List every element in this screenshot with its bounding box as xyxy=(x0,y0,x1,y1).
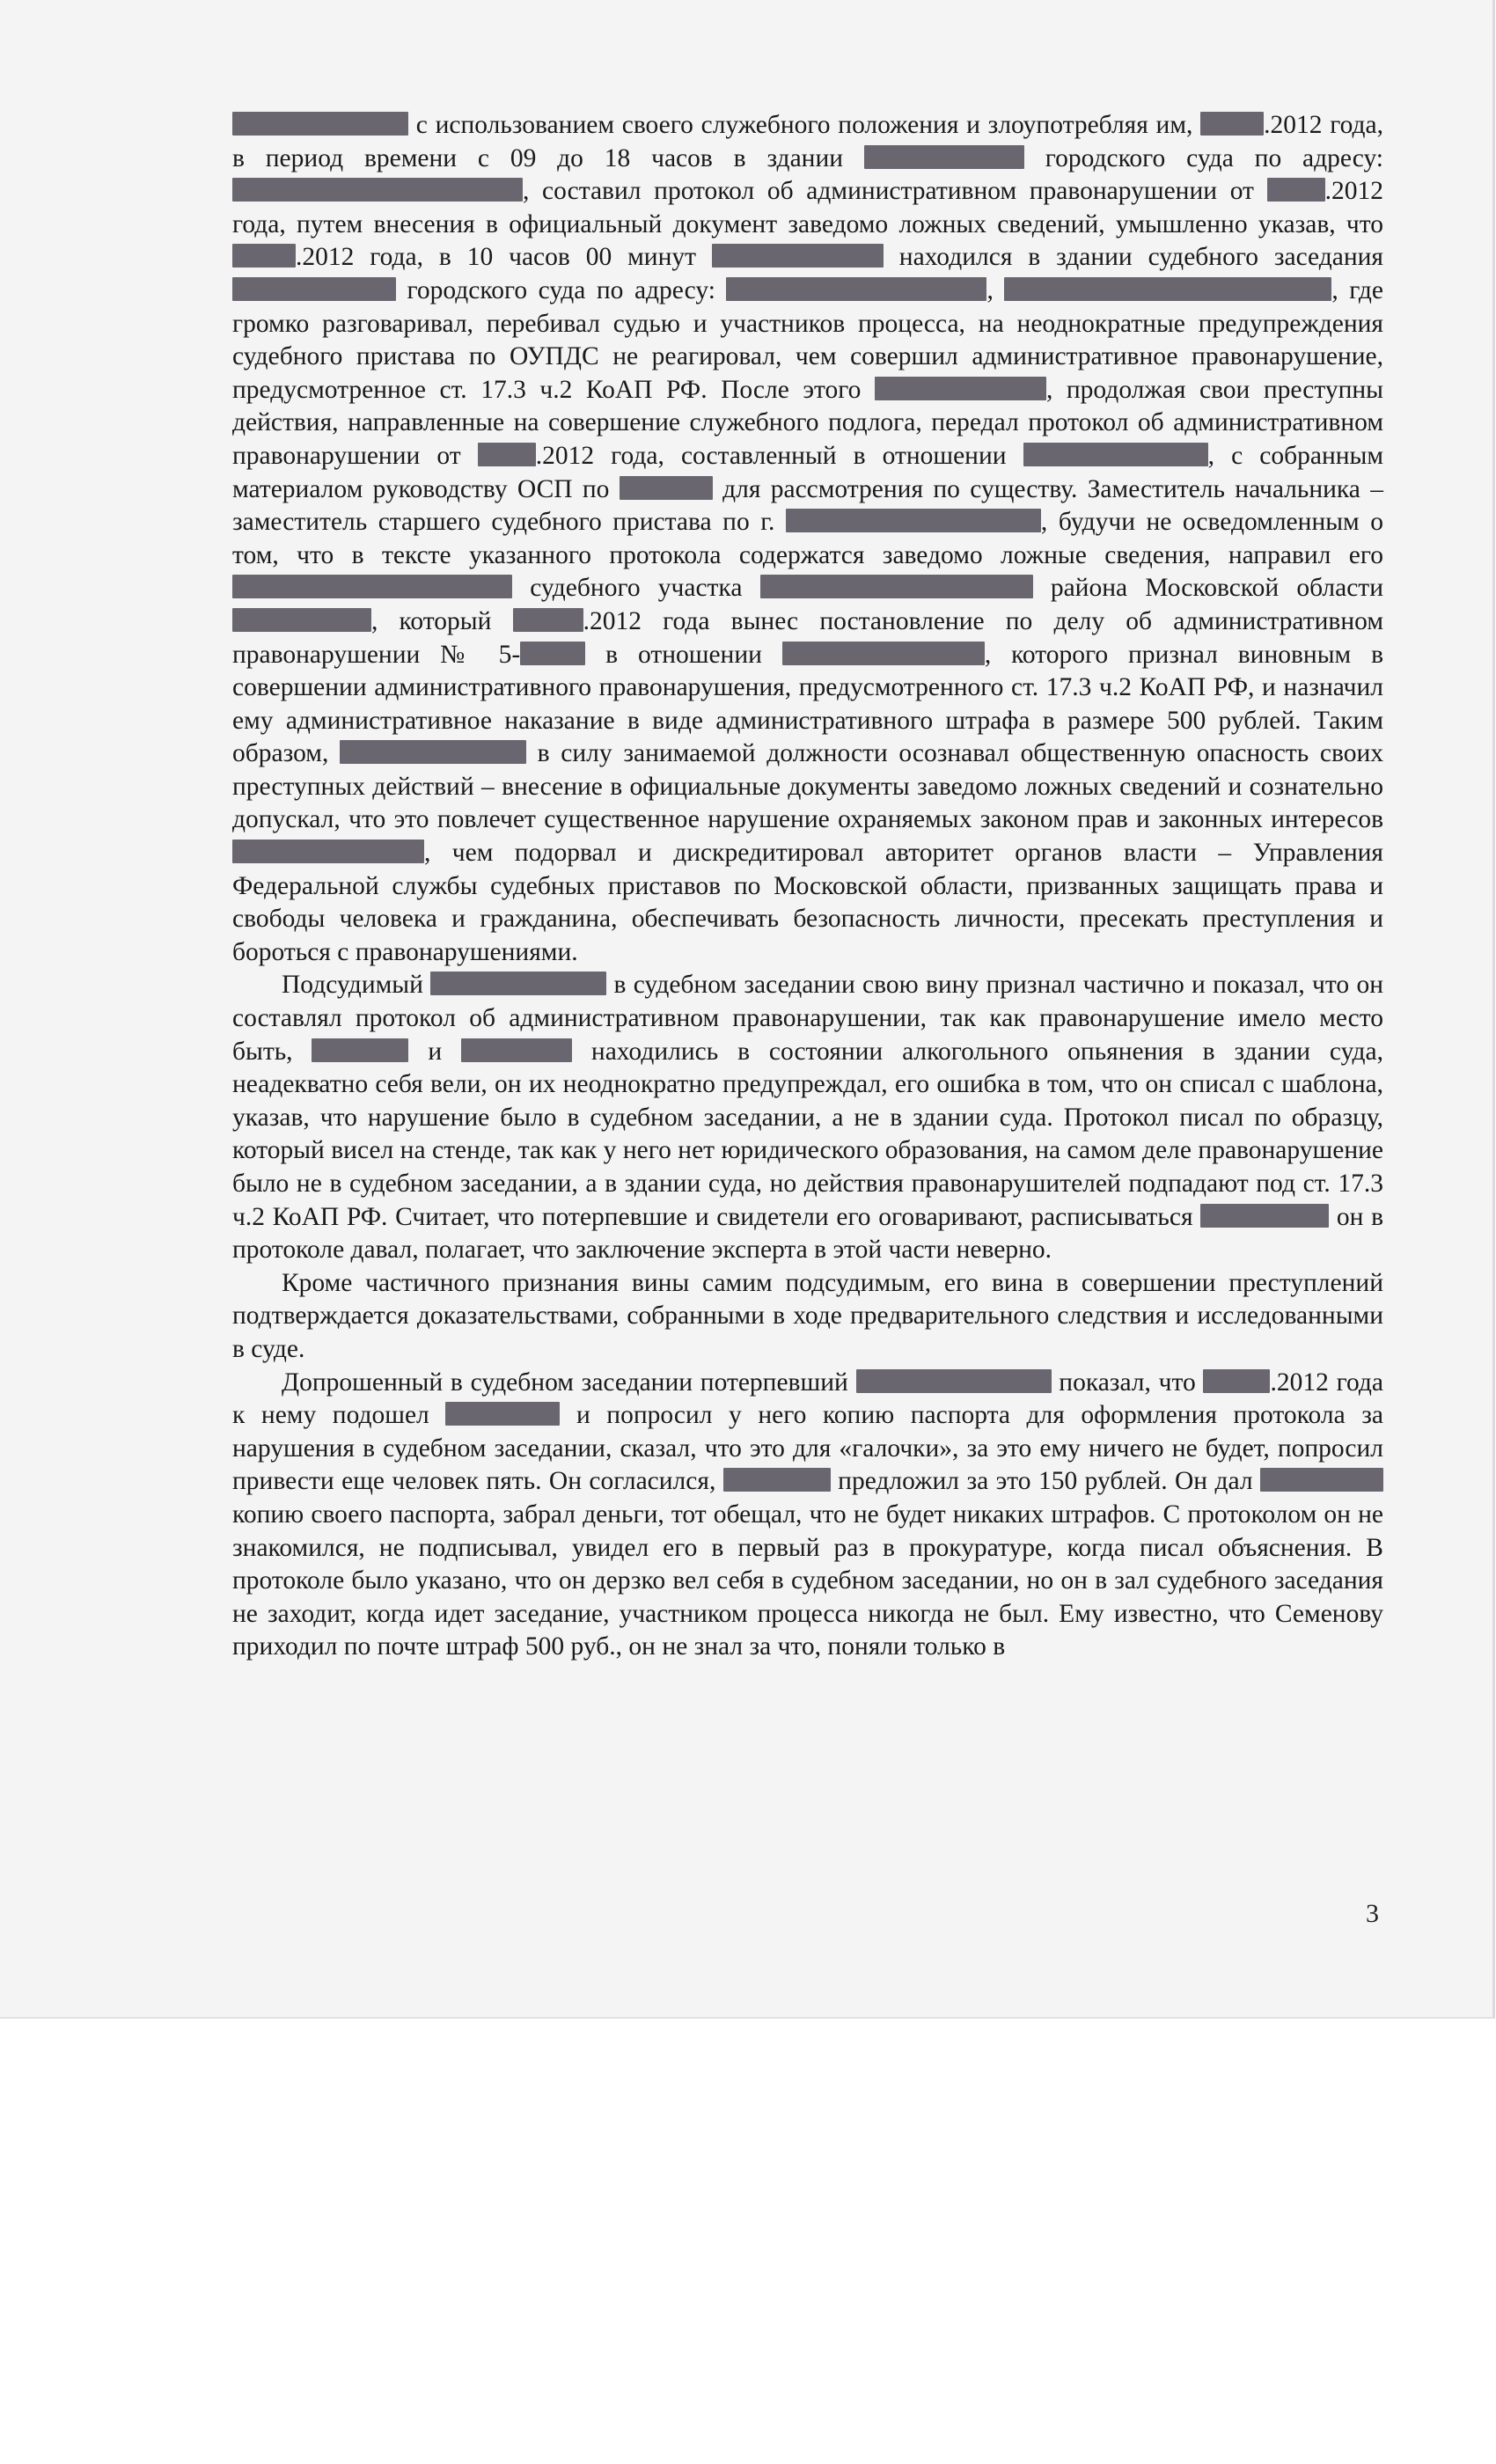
redaction-block xyxy=(786,509,1041,532)
text-run: судебного участка xyxy=(512,574,760,603)
text-run: , с собранным материалом руководству ОСП по xyxy=(232,441,1384,503)
text-run: находились в состоянии алкогольного опьянения в здании суда, неадекватно себя вели, он их неоднократно предупреждал, его ошибка в том, что он списал с шаблона, указав, что нарушение было в судебном заседании, а не в здании суда. Протокол писал по образцу, который висел на стенде, так как у него нет юридического образования, на самом деле правонарушение было не в судебном заседании, а в здании суда, но действия правонарушителей подпадают под ст. 17.3 ч.2 КоАП РФ. Считает, что потерпевшие и свидетели его оговаривают, расписываться xyxy=(232,1037,1383,1231)
redaction-block xyxy=(1004,277,1331,301)
text-run: в отношении xyxy=(585,640,782,669)
text-run: .2012 года, путем внесения в официальный документ заведомо ложных сведений, умышленно указав, что xyxy=(232,177,1383,238)
redaction-block xyxy=(232,112,408,136)
redaction-block xyxy=(461,1038,572,1062)
redaction-block xyxy=(875,377,1046,400)
redaction-block xyxy=(760,575,1033,598)
text-run: в судебном заседании свою вину признал частично и показал, что он составлял протокол об административном правонарушении, так как правонарушение имело место быть, xyxy=(232,971,1383,1066)
redaction-block xyxy=(782,642,985,665)
text-run: .2012 года, в период времени с 09 до 18 часов в здании xyxy=(232,111,1384,172)
text-run: с использованием своего служебного положения и злоупотребляя им, xyxy=(408,111,1201,139)
text-run: и xyxy=(408,1037,462,1066)
text-run: предложил за это 150 рублей. Он дал xyxy=(830,1467,1261,1496)
redaction-block xyxy=(1267,178,1325,202)
text-run: , продолжая свои преступны действия, направленные на совершение служебного подлога, передал протокол об административном правонарушении от xyxy=(232,375,1383,470)
redaction-block xyxy=(232,244,296,268)
text-run: Допрошенный в судебном заседании потерпевший xyxy=(282,1368,856,1397)
redaction-block xyxy=(712,244,884,268)
redaction-block xyxy=(723,1468,831,1492)
redaction-block xyxy=(726,277,986,301)
redaction-block xyxy=(232,575,512,598)
page-number: 3 xyxy=(1366,1899,1379,1928)
redaction-block xyxy=(430,972,606,995)
redaction-block xyxy=(232,608,371,632)
text-run: Кроме частичного признания вины самим подсудимым, его вина в совершении преступлений подтверждается доказательствами, собранными в ходе предварительного следствия и исследованными в суде. xyxy=(232,1268,1383,1363)
paragraph xyxy=(232,1367,1383,1664)
paragraph xyxy=(232,109,1383,969)
text-run: , которого признал виновным в совершении административного правонарушения, предусмотренного ст. 17.3 ч.2 КоАП РФ, и назначил ему административное наказание в виде административного штрафа в размере 500 рублей. Таким образом, xyxy=(232,640,1384,768)
paragraph xyxy=(232,969,1383,1266)
text-run: , чем подорвал и дискредитировал авторитет органов власти – Управления Федеральной службы судебных приставов по Московской области, призванных защищать права и свободы человека и гражданина, обеспечивать безопасность личности, пресекать преступления и бороться с правонарушениями. xyxy=(232,839,1383,966)
text-run: копию своего паспорта, забрал деньги, тот обещал, что не будет никаких штрафов. С протоколом он не знакомился, не подписывал, увидел его в первый раз в прокуратуре, когда писал объяснения. В протоколе было указано, что он дерзко вел себя в судебном заседании, но он в зал судебного заседания не заходит, когда идет заседание, участником процесса никогда не был. Ему известно, что Семенову приходил по почте штраф 500 руб., он не знал за что, поняли только в xyxy=(232,1500,1383,1661)
blank-area xyxy=(0,2019,1496,2464)
text-run: .2012 года вынес постановление по делу об административном правонарушении № 5- xyxy=(232,606,1384,669)
redaction-block xyxy=(232,840,424,863)
text-run: и попросил у него копию паспорта для оформления протокола за нарушения в судебном заседании, сказал, что это для «галочки», за это ему ничего не будет, попросил привести еще человек пять. Он согласился, xyxy=(232,1401,1384,1496)
text-run: , xyxy=(986,275,1005,304)
text-run: Подсудимый xyxy=(282,971,431,1000)
document-body xyxy=(232,109,1383,1664)
text-run: , где громко разговаривал, перебивал судью и участников процесса, на неоднократные предупреждения судебного пристава по ОУПДС не реагировал, чем совершил административное правонарушение, предусмотренное ст. 17.3 ч.2 КоАП РФ. После этого xyxy=(232,275,1384,404)
text-run: показал, что xyxy=(1051,1368,1204,1397)
redaction-block xyxy=(232,178,523,202)
text-run: городского суда по адресу: xyxy=(396,275,727,304)
redaction-block xyxy=(232,277,396,301)
redaction-block xyxy=(1260,1468,1383,1492)
text-run: района Московской области xyxy=(1032,574,1383,603)
redaction-block xyxy=(856,1369,1052,1393)
redaction-block xyxy=(864,145,1024,169)
redaction-block xyxy=(1200,112,1264,136)
redaction-block xyxy=(620,476,713,500)
text-run: для рассмотрения по существу. Заместитель начальника – заместитель старшего судебного пристава по г. xyxy=(232,474,1383,537)
text-run: , составил протокол об административном правонарушении от xyxy=(523,177,1267,206)
redaction-block xyxy=(312,1038,408,1062)
redaction-block xyxy=(478,443,536,466)
text-run: .2012 года, в 10 часов 00 минут xyxy=(296,243,712,272)
redaction-block xyxy=(1203,1369,1270,1393)
redaction-block xyxy=(1200,1204,1329,1228)
redaction-block xyxy=(340,740,526,764)
text-run: , который xyxy=(371,606,513,635)
text-run: .2012 года, составленный в отношении xyxy=(535,441,1023,470)
text-run: , будучи не осведомленным о том, что в тексте указанного протокола содержатся заведомо ложные сведения, направил его xyxy=(232,508,1383,569)
text-run: находился в здании судебного заседания xyxy=(883,243,1383,272)
redaction-block xyxy=(445,1402,560,1426)
redaction-block xyxy=(520,642,585,665)
text-run: городского суда по адресу: xyxy=(1023,143,1383,172)
redaction-block xyxy=(513,608,583,632)
text-run: он в протоколе давал, полагает, что заключение эксперта в этой части неверно. xyxy=(232,1202,1384,1265)
redaction-block xyxy=(1023,443,1208,466)
paragraph xyxy=(232,1267,1383,1367)
text-run: .2012 года к нему подошел xyxy=(232,1368,1383,1430)
text-run: в силу занимаемой должности осознавал общественную опасность своих преступных действий – внесение в официальные документы заведомо ложных сведений и сознательно допускал, что это повлечет существенное нарушение охраняемых законом прав и законных интересов xyxy=(232,739,1383,834)
